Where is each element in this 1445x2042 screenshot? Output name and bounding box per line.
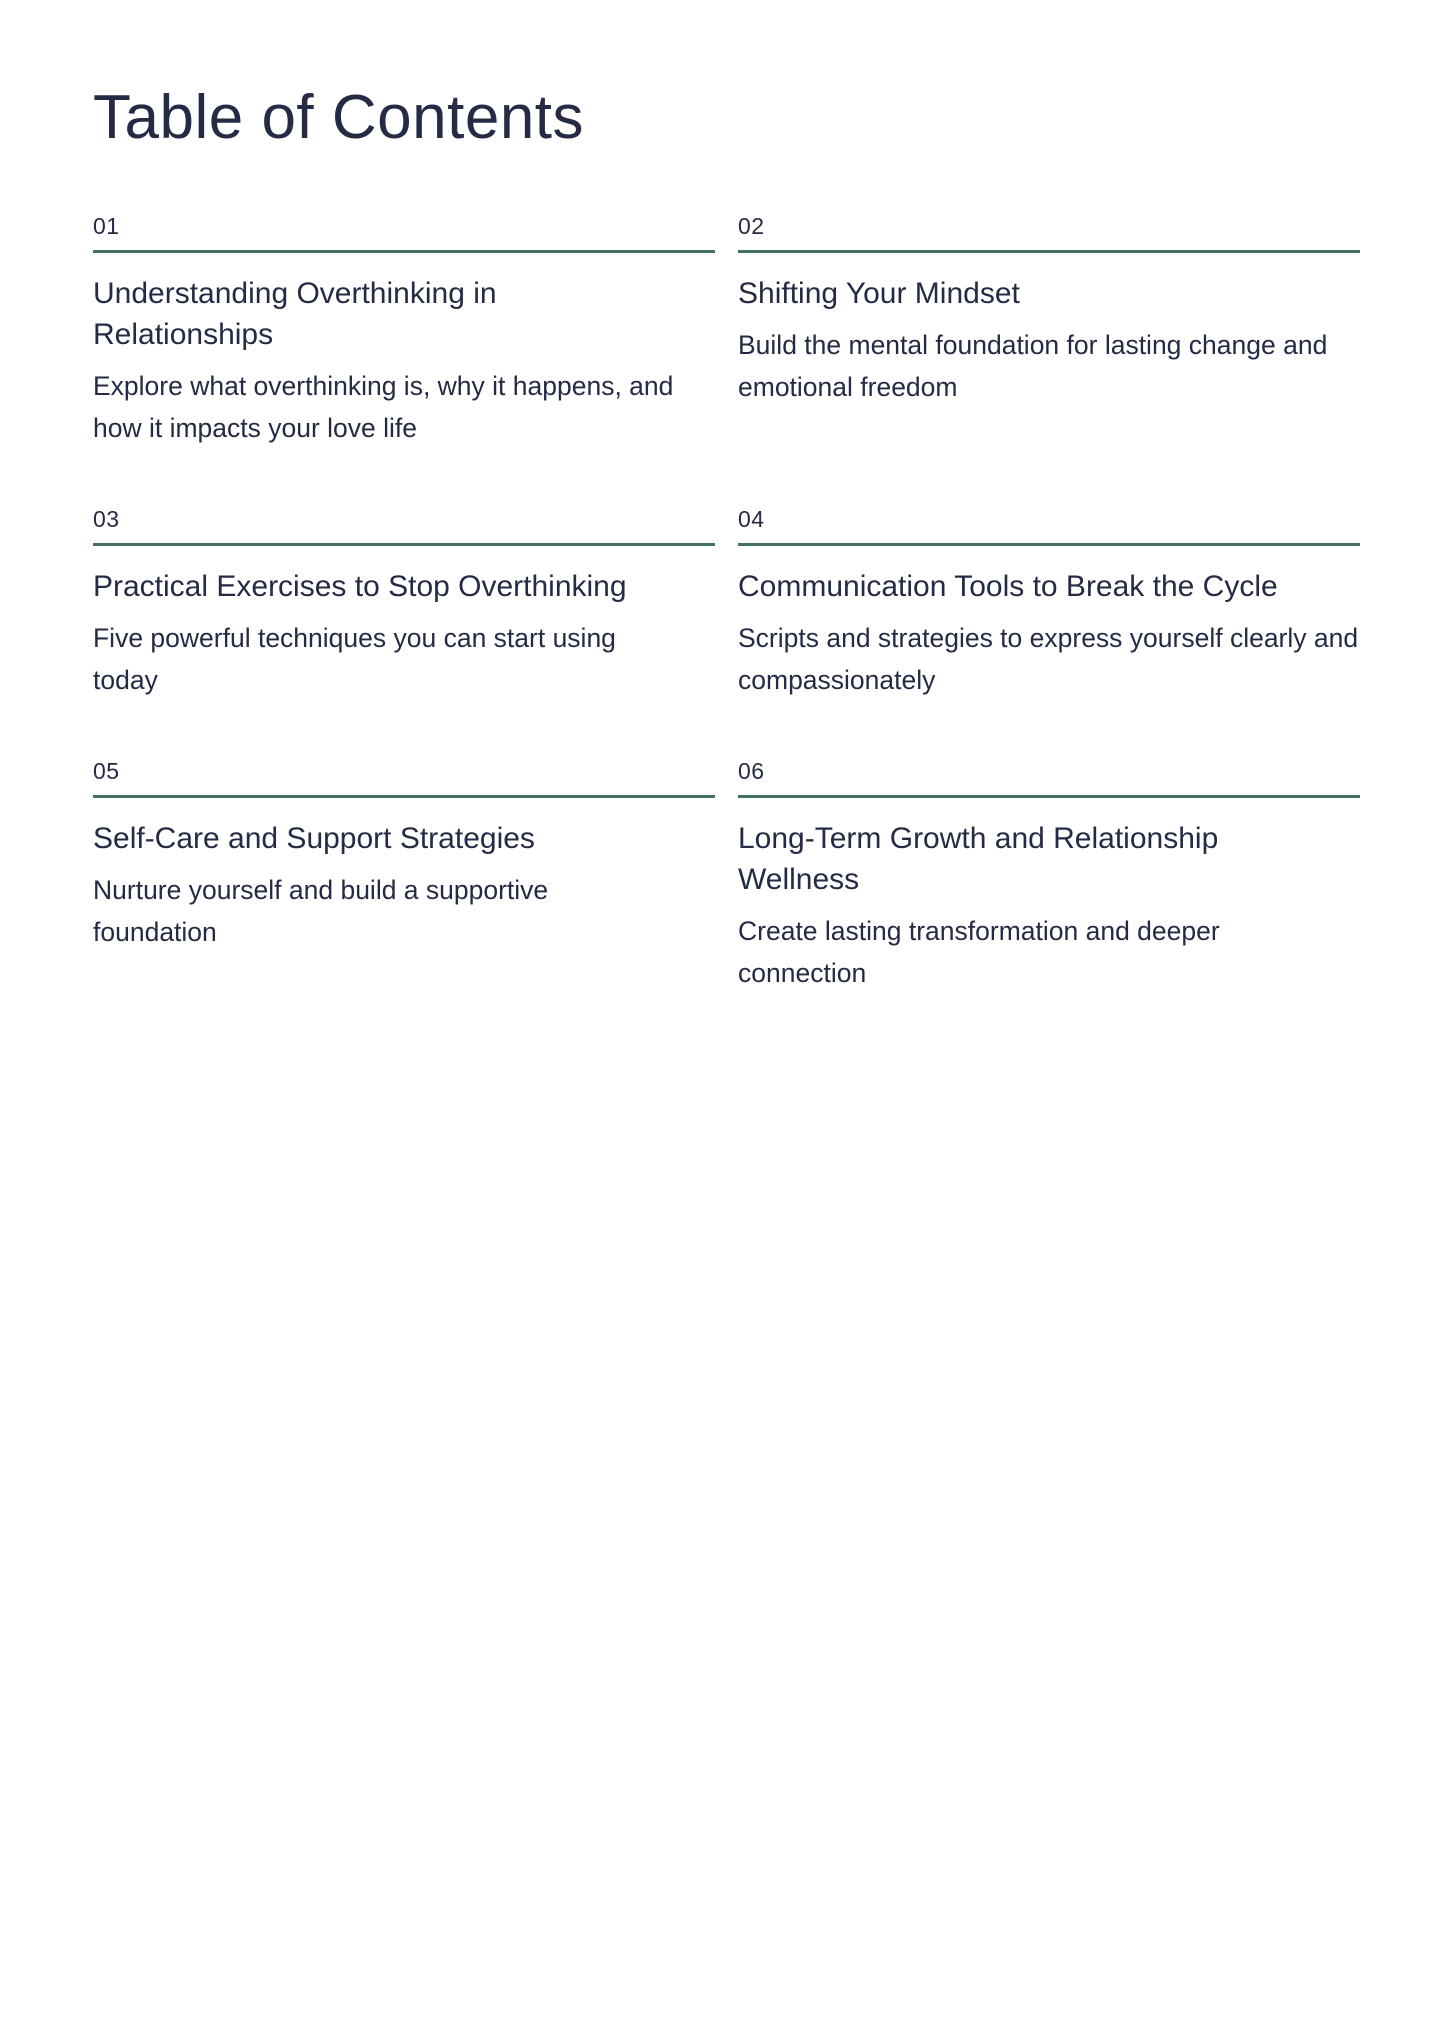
divider-rule	[738, 250, 1360, 253]
toc-entry[interactable]	[93, 757, 715, 953]
chapter-title[interactable]: Practical Exercises to Stop Overthinking	[93, 570, 627, 603]
toc-entry[interactable]	[738, 505, 1360, 701]
toc-entry[interactable]	[93, 505, 715, 701]
toc-entry[interactable]	[738, 757, 1360, 994]
chapter-description: Build the mental foundation for lasting change and emotional freedom	[738, 330, 1328, 402]
chapter-number: 05	[93, 758, 120, 784]
chapter-title[interactable]: Shifting Your Mindset	[738, 277, 1020, 310]
chapter-description: Scripts and strategies to express yourself clearly and compassionately	[738, 623, 1359, 695]
chapter-number: 06	[738, 758, 765, 784]
toc-entry[interactable]	[738, 212, 1360, 408]
page-title: Table of Contents	[93, 83, 585, 152]
chapter-title[interactable]: Self-Care and Support Strategies	[93, 822, 535, 855]
divider-rule	[93, 250, 715, 253]
chapter-number: 03	[93, 506, 120, 532]
chapter-number: 02	[738, 213, 765, 239]
divider-rule	[738, 795, 1360, 798]
divider-rule	[93, 543, 715, 546]
divider-rule	[93, 795, 715, 798]
chapter-title[interactable]: Understanding Overthinking in Relationships	[93, 277, 497, 351]
chapter-description: Five powerful techniques you can start using today	[93, 623, 616, 695]
divider-rule	[738, 543, 1360, 546]
toc-entry[interactable]	[93, 212, 715, 449]
chapter-number: 04	[738, 506, 765, 532]
chapter-description: Create lasting transformation and deeper connection	[738, 916, 1220, 988]
chapter-description: Explore what overthinking is, why it happens, and how it impacts your love life	[93, 371, 674, 443]
chapter-number: 01	[93, 213, 120, 239]
chapter-title[interactable]: Communication Tools to Break the Cycle	[738, 570, 1278, 603]
chapter-title[interactable]: Long-Term Growth and Relationship Wellness	[738, 822, 1219, 896]
chapter-description: Nurture yourself and build a supportive foundation	[93, 875, 549, 947]
